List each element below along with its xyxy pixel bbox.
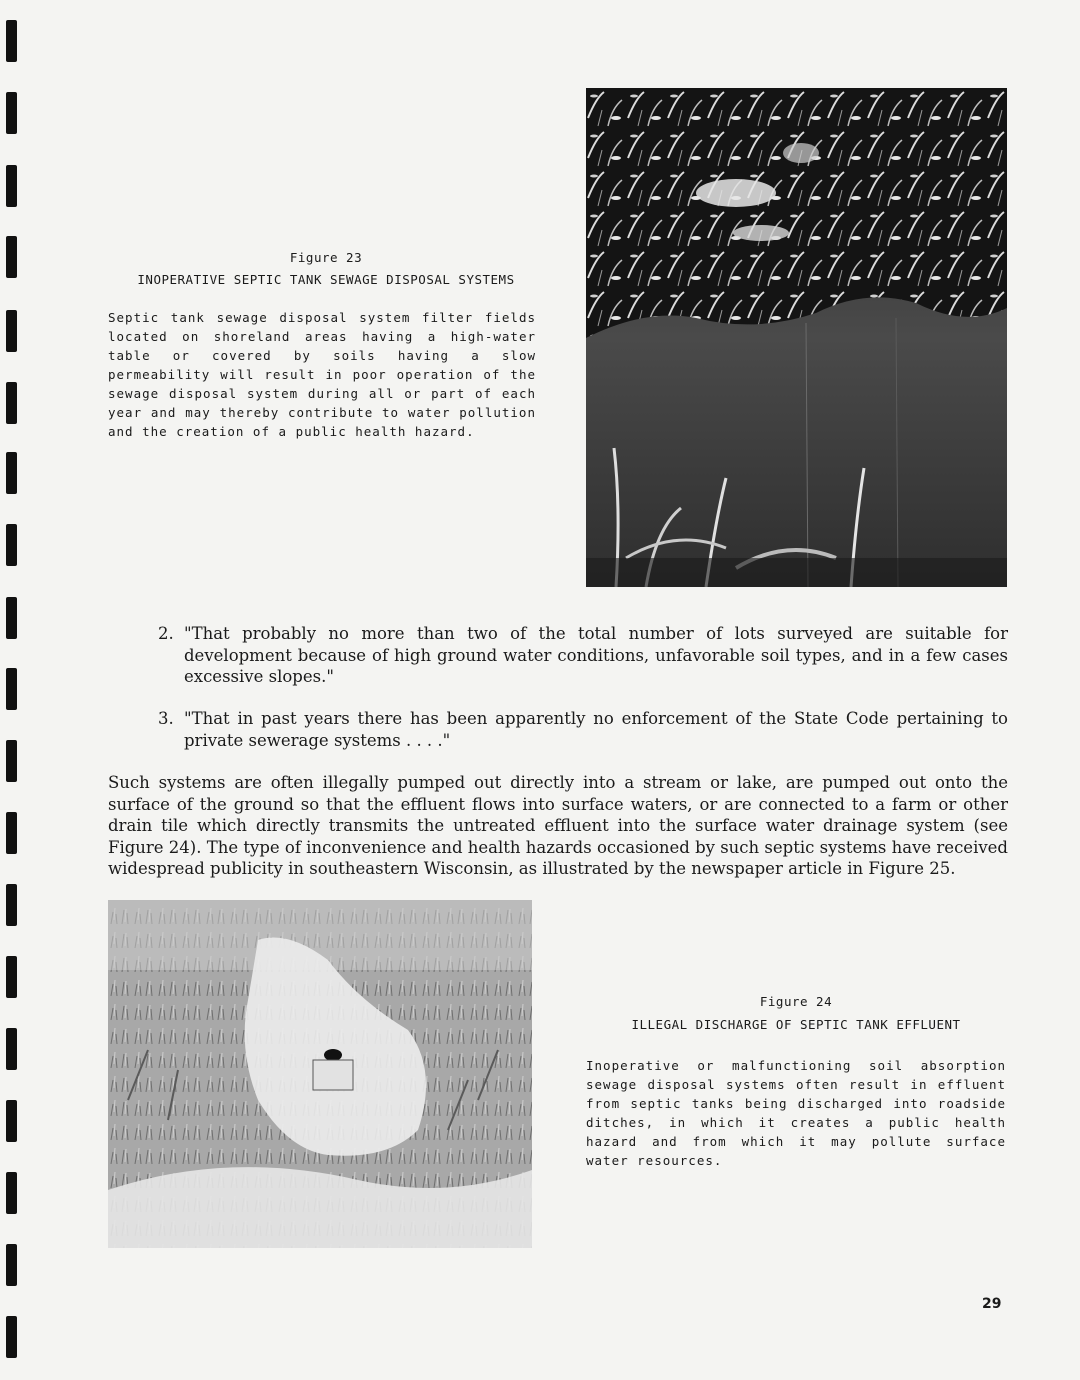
list-item-text: "That probably no more than two of the total number of lots surveyed are suitable for development because of high ground water conditions, unfavorable soil types, and in a few cases excessive slopes." [184, 624, 1008, 686]
binding-holes [6, 0, 26, 1380]
list-item [158, 708, 1008, 751]
figure-24-number: Figure 24 [759, 994, 833, 1009]
figure-23-title: INOPERATIVE SEPTIC TANK SEWAGE DISPOSAL SYSTEMS [137, 272, 515, 287]
list-item [158, 623, 1008, 688]
list-item-number: 2. [158, 624, 174, 643]
list-item-number: 3. [158, 709, 174, 728]
figure-23-photo [586, 88, 1007, 587]
figure-23-number: Figure 23 [289, 250, 363, 265]
figure-24-title: ILLEGAL DISCHARGE OF SEPTIC TANK EFFLUENT [631, 1017, 961, 1032]
figure-24-caption: Inoperative or malfunctioning soil absorption sewage disposal systems often result in effluent from septic tanks being discharged into roadside ditches, in which it creates a public health hazard and from which it may pollute surface water resources. [586, 1058, 1006, 1168]
figure-24-photo [108, 900, 532, 1248]
page-number: 29 [982, 1296, 1002, 1312]
body-paragraph: Such systems are often illegally pumped out directly into a stream or lake, are pumped out onto the surface of the ground so that the effluent flows into surface waters, or are connected to a farm or other drain tile which directly transmits the untreated effluent into the surface water drainage system (see Figure 24). The type of inconvenience and health hazards occasioned by such septic systems have received widespread publicity in southeastern Wisconsin, as illustrated by the newspaper article in Figure 25. [108, 773, 1008, 878]
list-item-text: "That in past years there has been apparently no enforcement of the State Code pertaining to private sewerage systems . . . ." [184, 709, 1008, 750]
figure-23-caption: Septic tank sewage disposal system filter fields located on shoreland areas having a high-water table or covered by soils having a slow permeability will result in poor operation of the sewage disposal system during all or part of each year and may thereby contribute to water pollution and the creation of a public health hazard. [108, 310, 536, 439]
